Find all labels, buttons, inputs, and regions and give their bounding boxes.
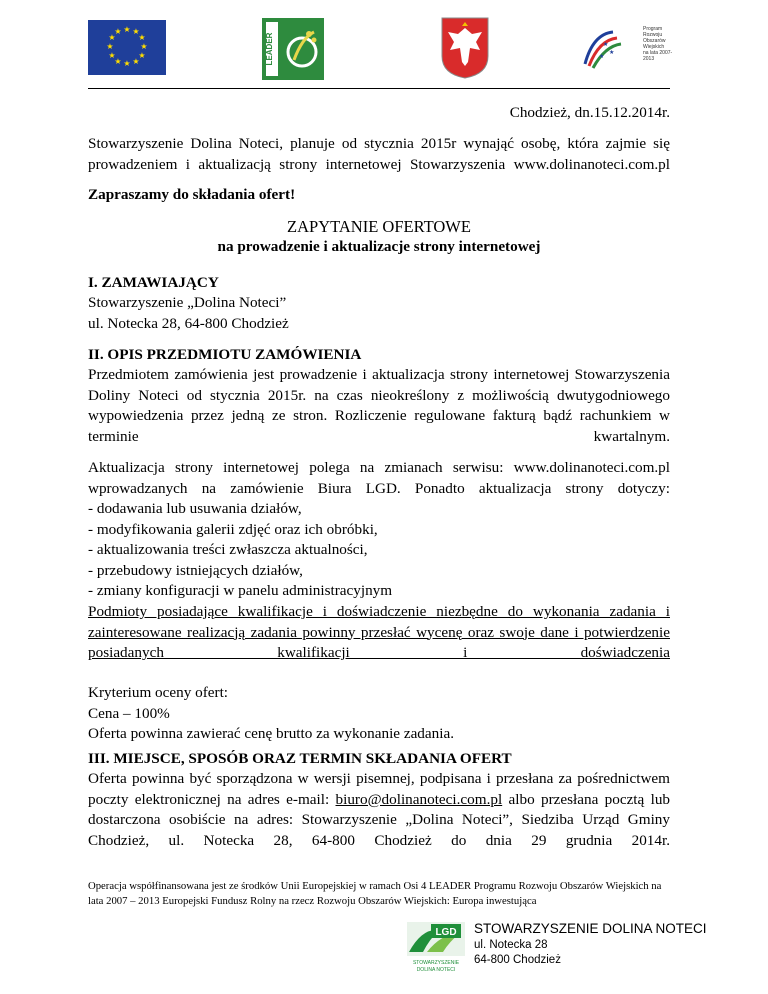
email-link[interactable]: biuro@dolinanoteci.com.pl — [335, 790, 503, 808]
intro-paragraph: Stowarzyszenie Dolina Noteci, planuje od stycznia 2015r wynająć osobę, która zajmie się prowadzeniem i aktualizacją strony internetowej Stowarzyszenia www.dolinanoteci.com.pl — [88, 135, 670, 173]
qualification-notice: Podmioty posiadające kwalifikacje i doświadczenie niezbędne do wykonania zadania i zainteresowane realizacją zadania powinny przesłać wycenę oraz swoje dane i potwierdzenie posiadanych kwalifikacji i doświadczenia — [88, 603, 670, 662]
section-2-heading: II. OPIS PRZEDMIOTU ZAMÓWIENIA — [88, 346, 362, 363]
document-subtitle: na prowadzenie i aktualizacje strony internetowej — [217, 238, 541, 255]
lgd-logo-caption: DOLINA NOTECI — [416, 967, 456, 973]
criteria-line: Kryterium oceny ofert: — [88, 684, 229, 701]
svg-text:★: ★ — [123, 59, 131, 68]
prow-logo-text — [643, 26, 675, 62]
svg-text:★: ★ — [106, 42, 114, 51]
lgd-footer — [407, 920, 727, 980]
prow-text-line: Program — [643, 26, 663, 32]
svg-text:★: ★ — [599, 53, 605, 60]
header-divider — [88, 88, 670, 89]
prow-text-line: Obszarów — [643, 38, 666, 44]
lgd-logo-label: LGD — [435, 927, 457, 938]
section-2-update-paragraph: Aktualizacja strony internetowej polega na zmianach serwisu: www.dolinanoteci.com.pl wprowadzanych na zamówienie Biura LGD. Ponadto aktualizacja strony dotyczy: — [88, 459, 670, 497]
list-item: - przebudowy istniejących działów, — [88, 561, 303, 579]
eu-flag-icon — [88, 20, 166, 80]
svg-text:★: ★ — [123, 25, 131, 34]
header-logos — [0, 10, 768, 85]
section-2-paragraph: Przedmiotem zamówienia jest prowadzenie i aktualizacja strony internetowej Stowarzyszenia Doliny Noteci od stycznia 2015r. na czas nieokreślony z możliwością dwutygodniowego wypowiedzenia przez jedną ze stron. Rozliczenie regulowane fakturą bądź rachunkiem w terminie kwartalnym. — [88, 366, 670, 445]
document-title: ZAPYTANIE OFERTOWE — [287, 217, 471, 236]
svg-text:★: ★ — [138, 33, 146, 42]
lgd-city: 64-800 Chodzież — [474, 954, 561, 966]
invitation-line: Zapraszamy do składania ofert! — [88, 186, 296, 203]
prow-program-logo-icon — [583, 24, 675, 81]
section-3-heading: III. MIEJSCE, SPOSÓB ORAZ TERMIN SKŁADANIA OFERT — [88, 750, 512, 767]
svg-text:★: ★ — [132, 57, 140, 66]
address-line: ul. Notecka 28, 64-800 Chodzież — [88, 314, 289, 332]
criteria-line: Oferta powinna zawierać cenę brutto za wykonanie zadania. — [88, 725, 454, 743]
list-item: - dodawania lub usuwania działów, — [88, 500, 302, 517]
section-3-text: Oferta powinna być sporządzona w wersji pisemnej, podpisana i przesłana za pośrednictwem poczty elektronicznej na adres e-mail: — [88, 770, 670, 808]
eagle-coat-of-arms-icon — [440, 16, 490, 85]
lgd-logo-icon — [407, 922, 465, 974]
leader-logo-icon — [262, 18, 324, 85]
lgd-org-name: STOWARZYSZENIE DOLINA NOTECI — [474, 921, 707, 936]
svg-text:★: ★ — [138, 51, 146, 60]
list-item: - zmiany konfiguracji w panelu administracyjnym — [88, 582, 393, 600]
prow-text-line: na lata 2007-2013 — [643, 50, 673, 62]
list-item: - aktualizowania treści zwłaszcza aktualności, — [88, 541, 368, 559]
section-1-heading: I. ZAMAWIAJĄCY — [88, 274, 219, 291]
lgd-address — [474, 920, 707, 968]
svg-text:★: ★ — [140, 42, 148, 51]
address-line: Stowarzyszenie „Dolina Noteci” — [88, 294, 287, 311]
svg-text:★: ★ — [603, 41, 609, 48]
update-task-list — [88, 499, 670, 602]
svg-text:★: ★ — [108, 51, 116, 60]
svg-text:★: ★ — [609, 49, 615, 56]
footer-note: Operacja współfinansowana jest ze środków Unii Europejskiej w ramach Osi 4 LEADER Programu Rozwoju Obszarów Wiejskich na lata 2007 – 2013 Europejski Fundusz Rolny na rzecz Rozwoju Obszarów Wiejskich: Europa inwestująca — [88, 880, 662, 907]
date-line: Chodzież, dn.15.12.2014r. — [509, 104, 670, 121]
lgd-street: ul. Notecka 28 — [474, 939, 548, 951]
svg-text:★: ★ — [114, 27, 122, 36]
prow-text-line: Wiejskich — [643, 44, 665, 50]
prow-text-line: Rozwoju — [643, 32, 663, 38]
section-3-paragraph — [88, 769, 670, 852]
criteria-line: Cena – 100% — [88, 704, 170, 722]
svg-text:★: ★ — [132, 27, 140, 36]
svg-text:★: ★ — [114, 57, 122, 66]
svg-text:★: ★ — [108, 33, 116, 42]
list-item: - modyfikowania galerii zdjęć oraz ich obróbki, — [88, 520, 378, 538]
section-3-text: albo przesłana pocztą lub dostarczona osobiście na adres: Stowarzyszenie „Dolina Noteci”, Siedziba Urząd Gminy Chodzież, ul. Notecka 28, 64-800 Chodzież do dnia 29 grudnia 2014r. — [88, 790, 670, 849]
section-1-body — [88, 293, 670, 334]
lgd-logo-caption: STOWARZYSZENIE — [412, 960, 460, 966]
criteria-block — [88, 683, 670, 745]
svg-text:LEADER: LEADER — [265, 32, 274, 66]
